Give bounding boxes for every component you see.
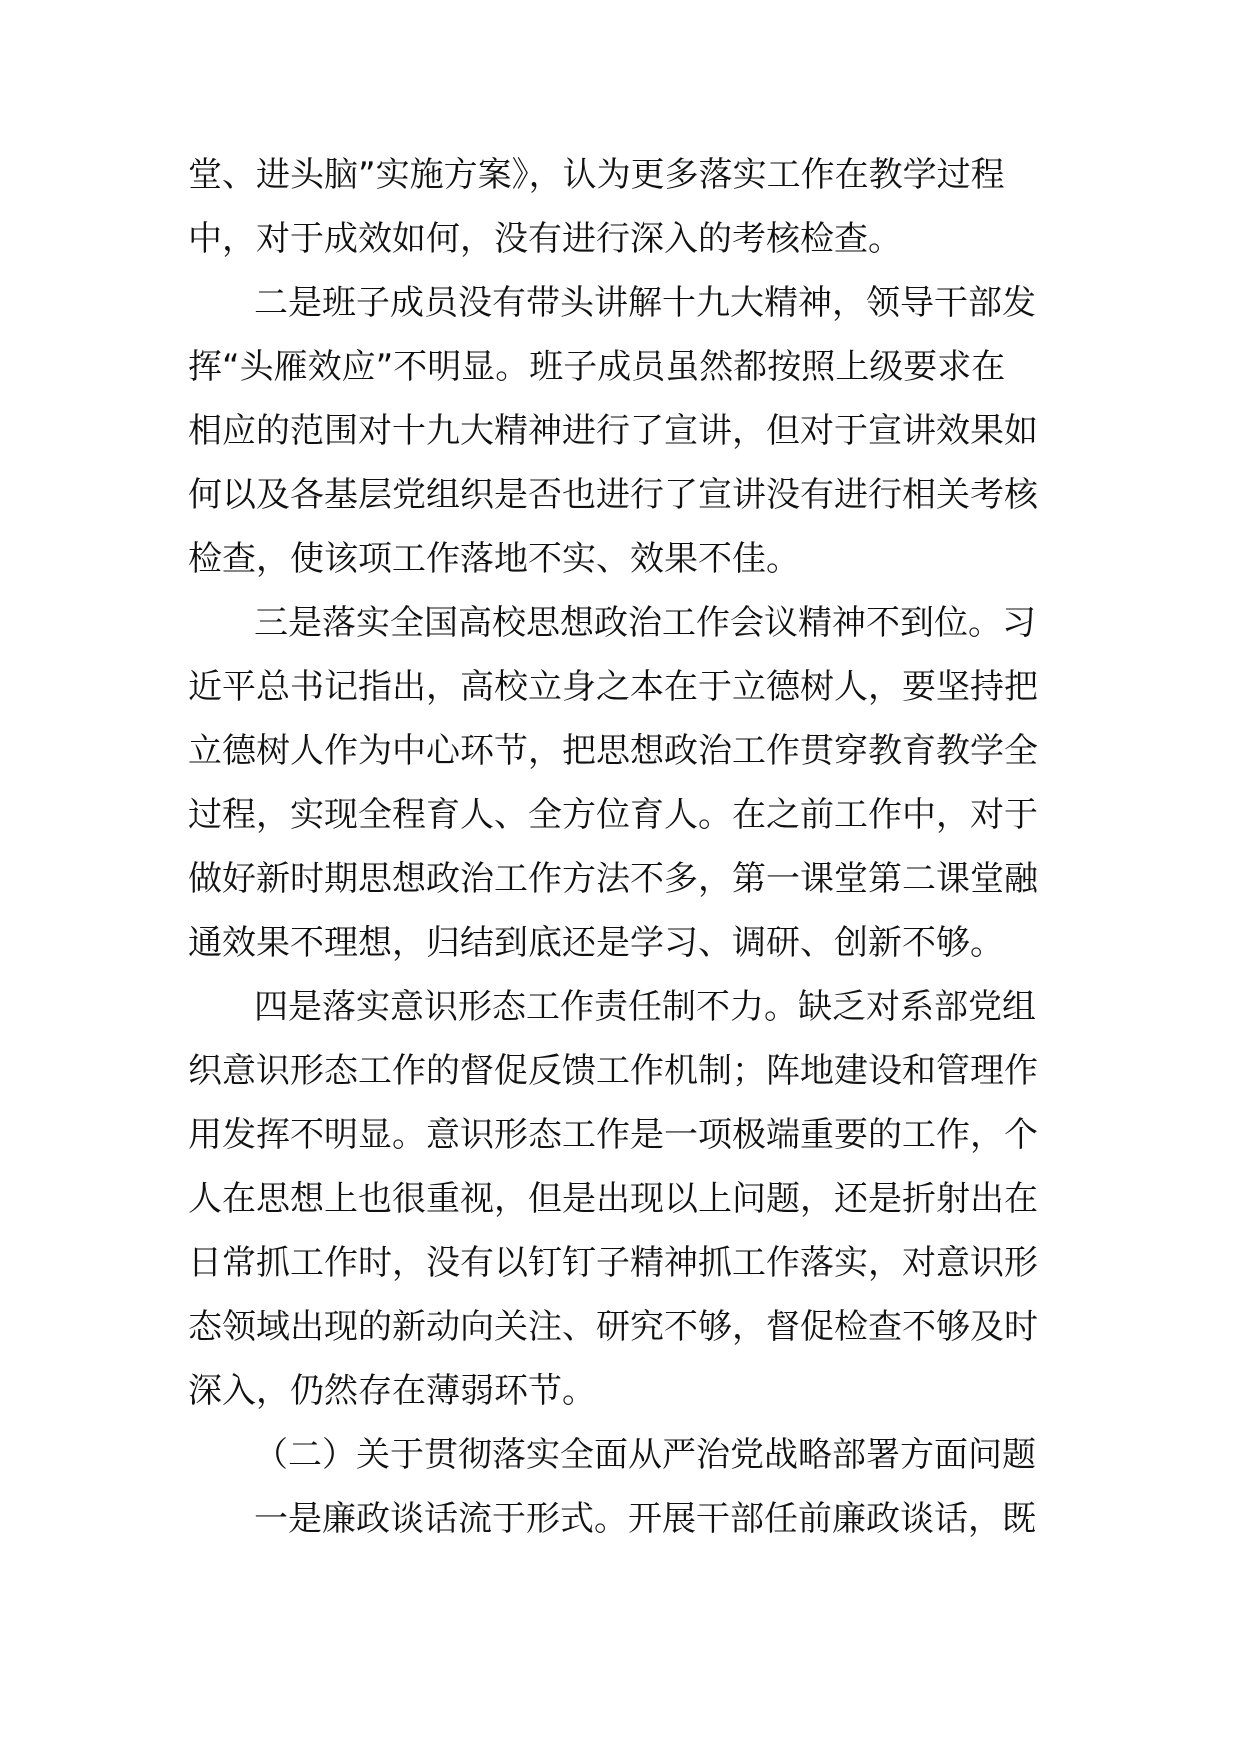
body-line: 用发挥不明显。意识形态工作是一项极端重要的工作，个 <box>188 1115 1038 1155</box>
body-line: 近平总书记指出，高校立身之本在于立德树人，要坚持把 <box>188 667 1038 707</box>
body-line: 何以及各基层党组织是否也进行了宣讲没有进行相关考核 <box>188 475 1038 515</box>
body-line: 通效果不理想，归结到底还是学习、调研、创新不够。 <box>188 923 1004 963</box>
body-line: 过程，实现全程育人、全方位育人。在之前工作中，对于 <box>188 795 1038 835</box>
body-line: 挥“头雁效应”不明显。班子成员虽然都按照上级要求在 <box>188 347 1006 387</box>
paragraph-first-line: 二是班子成员没有带头讲解十九大精神，领导干部发 <box>254 283 1036 323</box>
body-line: 做好新时期思想政治工作方法不多，第一课堂第二课堂融 <box>188 859 1038 899</box>
body-line: 堂、进头脑”实施方案》，认为更多落实工作在教学过程 <box>188 155 1005 195</box>
body-line: 中，对于成效如何，没有进行深入的考核检查。 <box>188 219 902 259</box>
body-line: 立德树人作为中心环节，把思想政治工作贯穿教育教学全 <box>188 731 1038 771</box>
section-heading: （二）关于贯彻落实全面从严治党战略部署方面问题 <box>254 1435 1036 1475</box>
body-line: 检查，使该项工作落地不实、效果不佳。 <box>188 539 800 579</box>
body-line: 深入，仍然存在薄弱环节。 <box>188 1371 596 1411</box>
paragraph-first-line: 一是廉政谈话流于形式。开展干部任前廉政谈话，既 <box>254 1499 1036 1539</box>
paragraph-first-line: 四是落实意识形态工作责任制不力。缺乏对系部党组 <box>254 987 1036 1027</box>
body-line: 态领域出现的新动向关注、研究不够，督促检查不够及时 <box>188 1307 1038 1347</box>
body-line: 日常抓工作时，没有以钉钉子精神抓工作落实，对意识形 <box>188 1243 1038 1283</box>
body-line: 人在思想上也很重视，但是出现以上问题，还是折射出在 <box>188 1179 1038 1219</box>
paragraph-first-line: 三是落实全国高校思想政治工作会议精神不到位。习 <box>254 603 1036 643</box>
body-line: 相应的范围对十九大精神进行了宣讲，但对于宣讲效果如 <box>188 411 1038 451</box>
body-line: 织意识形态工作的督促反馈工作机制；阵地建设和管理作 <box>188 1051 1038 1091</box>
